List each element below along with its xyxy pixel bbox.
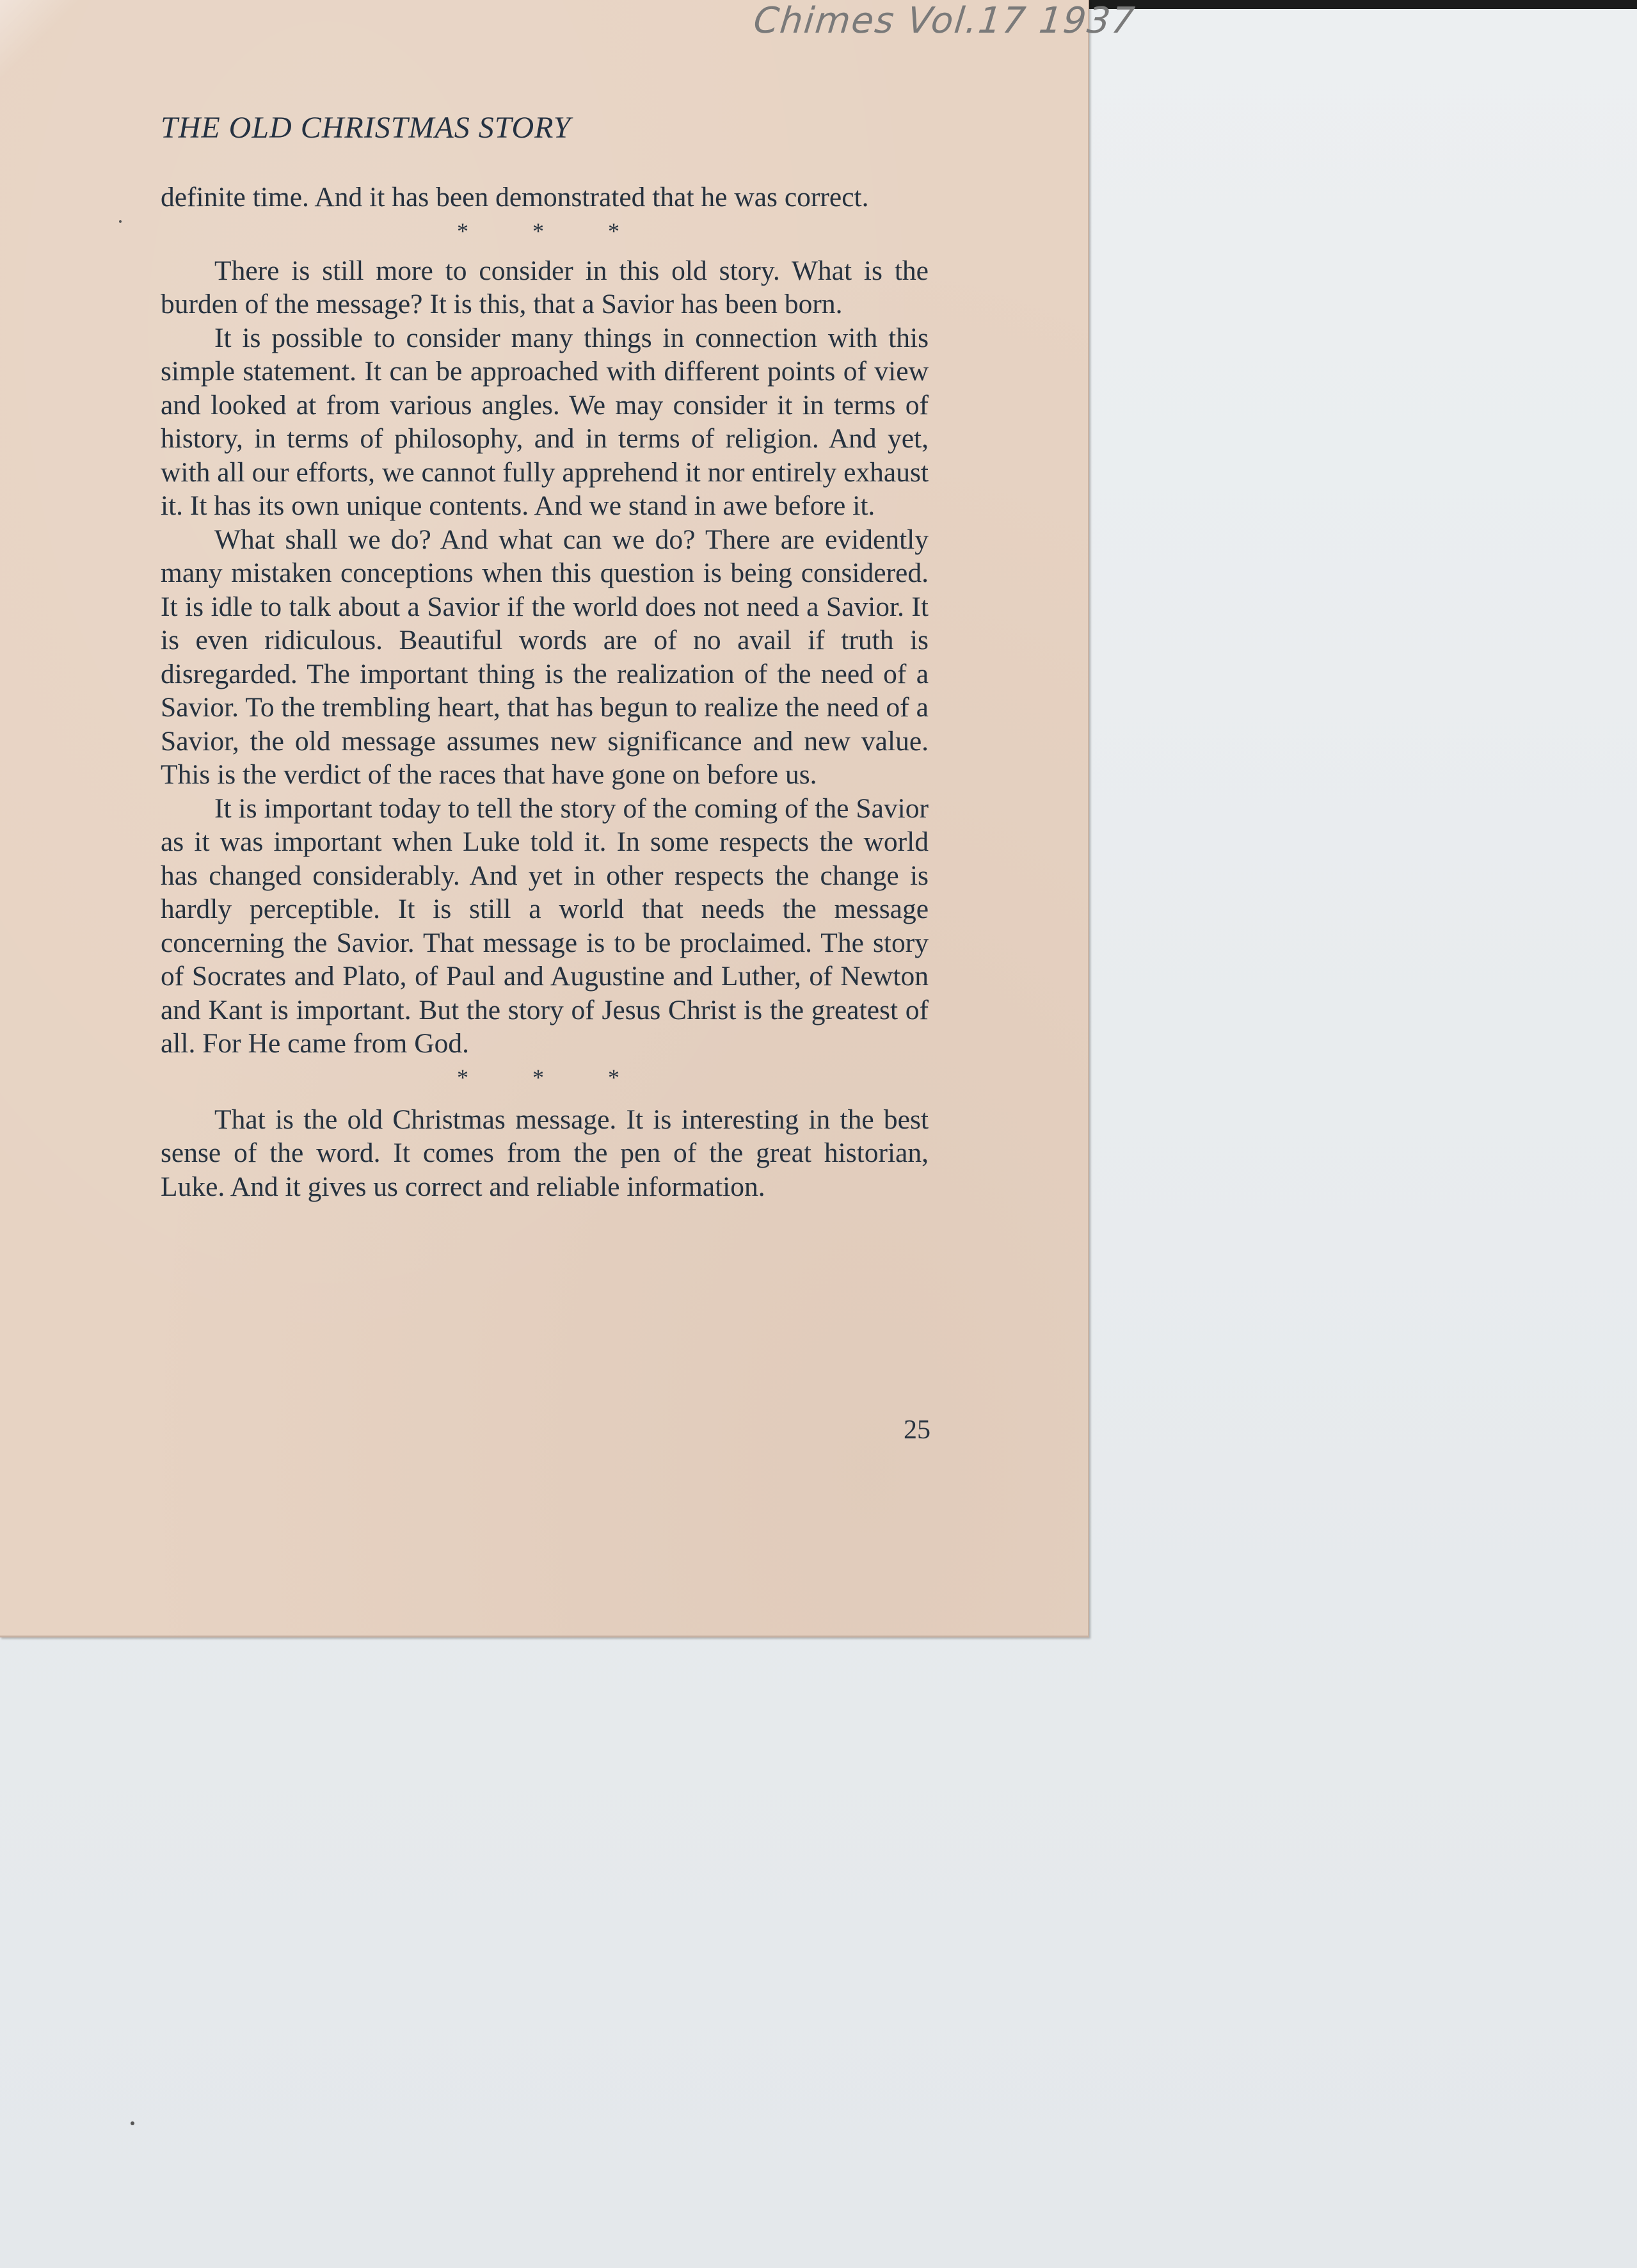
separator-star: *: [457, 1064, 468, 1090]
paragraph: What shall we do? And what can we do? There are evidently many mistaken conceptions when this question is being considered. It is idle to talk about a Savior if the world does not need a Savior. It is even ridiculous. Beautiful words are of no avail if truth is disregarded. The important thing is the realization of the need of a Savior. To the trembling heart, that has begun to realize the need of a Savior, the old message assumes new significance and new value. This is the verdict of the races that have gone on before us.: [161, 524, 929, 790]
scanner-edge: [1082, 0, 1637, 9]
page-number: 25: [904, 1415, 930, 1445]
paragraph: There is still more to consider in this old story. What is the burden of the message? It is this, that a Savior has been born.: [161, 255, 929, 319]
section-separator: [148, 214, 929, 248]
body-text: [161, 181, 929, 1203]
section-separator: [148, 1061, 929, 1094]
scan-speck: [119, 220, 122, 223]
scan-speck: [131, 2121, 134, 2125]
paragraph: definite time. And it has been demonstrated that he was correct.: [161, 182, 869, 213]
paragraph: It is possible to consider many things in connection with this simple statement. It can be approached with different points of view and looked at from various angles. We may consider it in terms of history, in terms of philosophy, and in terms of religion. And yet, with all our efforts, we cannot fully apprehend it nor entirely exhaust it. It has its own unique contents. And we stand in awe before it.: [161, 322, 929, 521]
paragraph: That is the old Christmas message. It is interesting in the best sense of the word. It comes from the pen of the great historian, Luke. And it gives us correct and reliable information.: [161, 1104, 929, 1202]
corner-crease: [0, 0, 90, 90]
separator-star: *: [457, 218, 468, 244]
paragraph: It is important today to tell the story of the coming of the Savior as it was important when Luke told it. In some respects the world has changed considerably. And yet in other respects the change is hardly perceptible. It is still a world that needs the message concerning the Savior. That message is to be proclaimed. The story of Socrates and Plato, of Paul and Augustine and Luther, of Newton and Kant is important. But the story of Jesus Christ is the greatest of all. For He came from God.: [161, 792, 929, 1059]
separator-star: *: [532, 218, 544, 244]
separator-star: *: [608, 1064, 619, 1090]
handwritten-note: Chimes Vol.17 1937: [751, 0, 1138, 42]
separator-star: *: [532, 1064, 544, 1090]
separator-star: *: [608, 218, 619, 244]
running-head: THE OLD CHRISTMAS STORY: [161, 111, 571, 145]
